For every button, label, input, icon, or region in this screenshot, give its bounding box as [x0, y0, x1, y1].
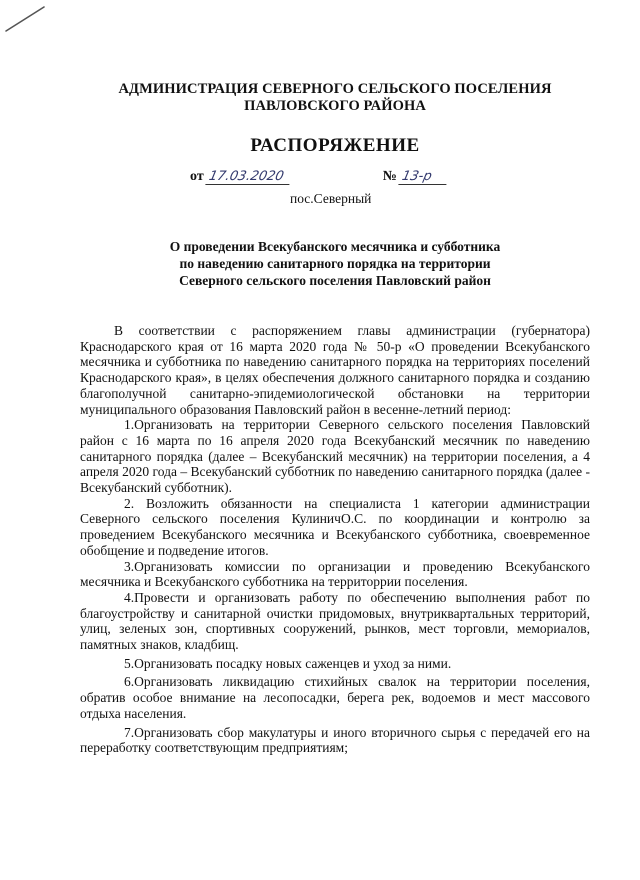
item-3-paragraph: 3.Организовать комиссии по организации и проведению Всекубанского месячника и Всекубанского субботника на территоррии поселения. [80, 558, 590, 590]
document-body [80, 323, 590, 756]
reference-line [190, 169, 448, 185]
organization-header [80, 81, 590, 115]
item-4-paragraph: 4.Провести и организовать работу по обеспечению выполнения работ по благоустройству и санитарной очистки придомовых, внутриквартальных территорий, улиц, зеленых зон, спортивных сооружений, рынков, мест торговли, мемориалов, памятных знаков, кладбищ. [80, 589, 590, 653]
place-of-issue: пос.Северный [290, 191, 372, 206]
org-line-2: ПАВЛОВСКОГО РАЙОНА [244, 98, 426, 114]
handwritten-date: 17.03.2020 [205, 169, 292, 185]
number-prefix: № [382, 169, 397, 184]
org-line-1: АДМИНИСТРАЦИЯ СЕВЕРНОГО СЕЛЬСКОГО ПОСЕЛЕНИЯ [118, 81, 552, 97]
date-prefix: от [190, 169, 204, 184]
item-1-paragraph: 1.Организовать на территории Северного сельского поселения Павловский район с 16 марта по 16 апреля 2020 года Всекубанский месячник по наведению санитарного порядка (далее – Всекубанский месячник) на территории поселения, а 4 апреля 2020 года – Всекубанский субботник по наведению санитарного порядка (далее - Всекубанский субботник). [80, 417, 590, 496]
item-2-paragraph: 2. Возложить обязанности на специалиста 1 категории администрации Северного сельского поселения КулиничО.С. по координации и контролю за проведением Всекубанского месячника и Всекубанского субботника, своевременное обобщение и подведение итогов. [80, 495, 590, 558]
subject-line-2: по наведению санитарного порядка на территории [179, 256, 491, 271]
item-6-paragraph: 6.Организовать ликвидацию стихийных свалок на территории поселения, обратив особое внимание на лесопосадки, берега рек, водоемов и мест массового отдыха населения. [80, 674, 590, 721]
scan-pen-mark [4, 4, 48, 34]
item-7-paragraph: 7.Организовать сбор макулатуры и иного вторичного сырья с передачей его на переработку соответствующим предприятиям; [80, 724, 590, 756]
document-type-title: РАСПОРЯЖЕНИЕ [250, 135, 420, 156]
intro-paragraph: В соответствии с распоряжением главы администрации (губернатора) Краснодарского края от 16 марта 2020 года № 50-р «О проведении Всекубанского месячника и субботника по наведению санитарного порядка на территориях поселений Краснодарского края», в целях обеспечения должного санитарного порядка и созданию благополучной санитарно-эпидемиологической обстановки на территории муниципального образования Павловский район в весенне-летний период: [80, 323, 590, 417]
item-5-paragraph: 5.Организовать посадку новых саженцев и уход за ними. [124, 655, 452, 671]
subject-line-1: О проведении Всекубанского месячника и субботника [169, 239, 501, 254]
handwritten-number: 13-р [398, 169, 449, 185]
document-subject [80, 238, 590, 289]
subject-line-3: Северного сельского поселения Павловский район [179, 273, 491, 288]
